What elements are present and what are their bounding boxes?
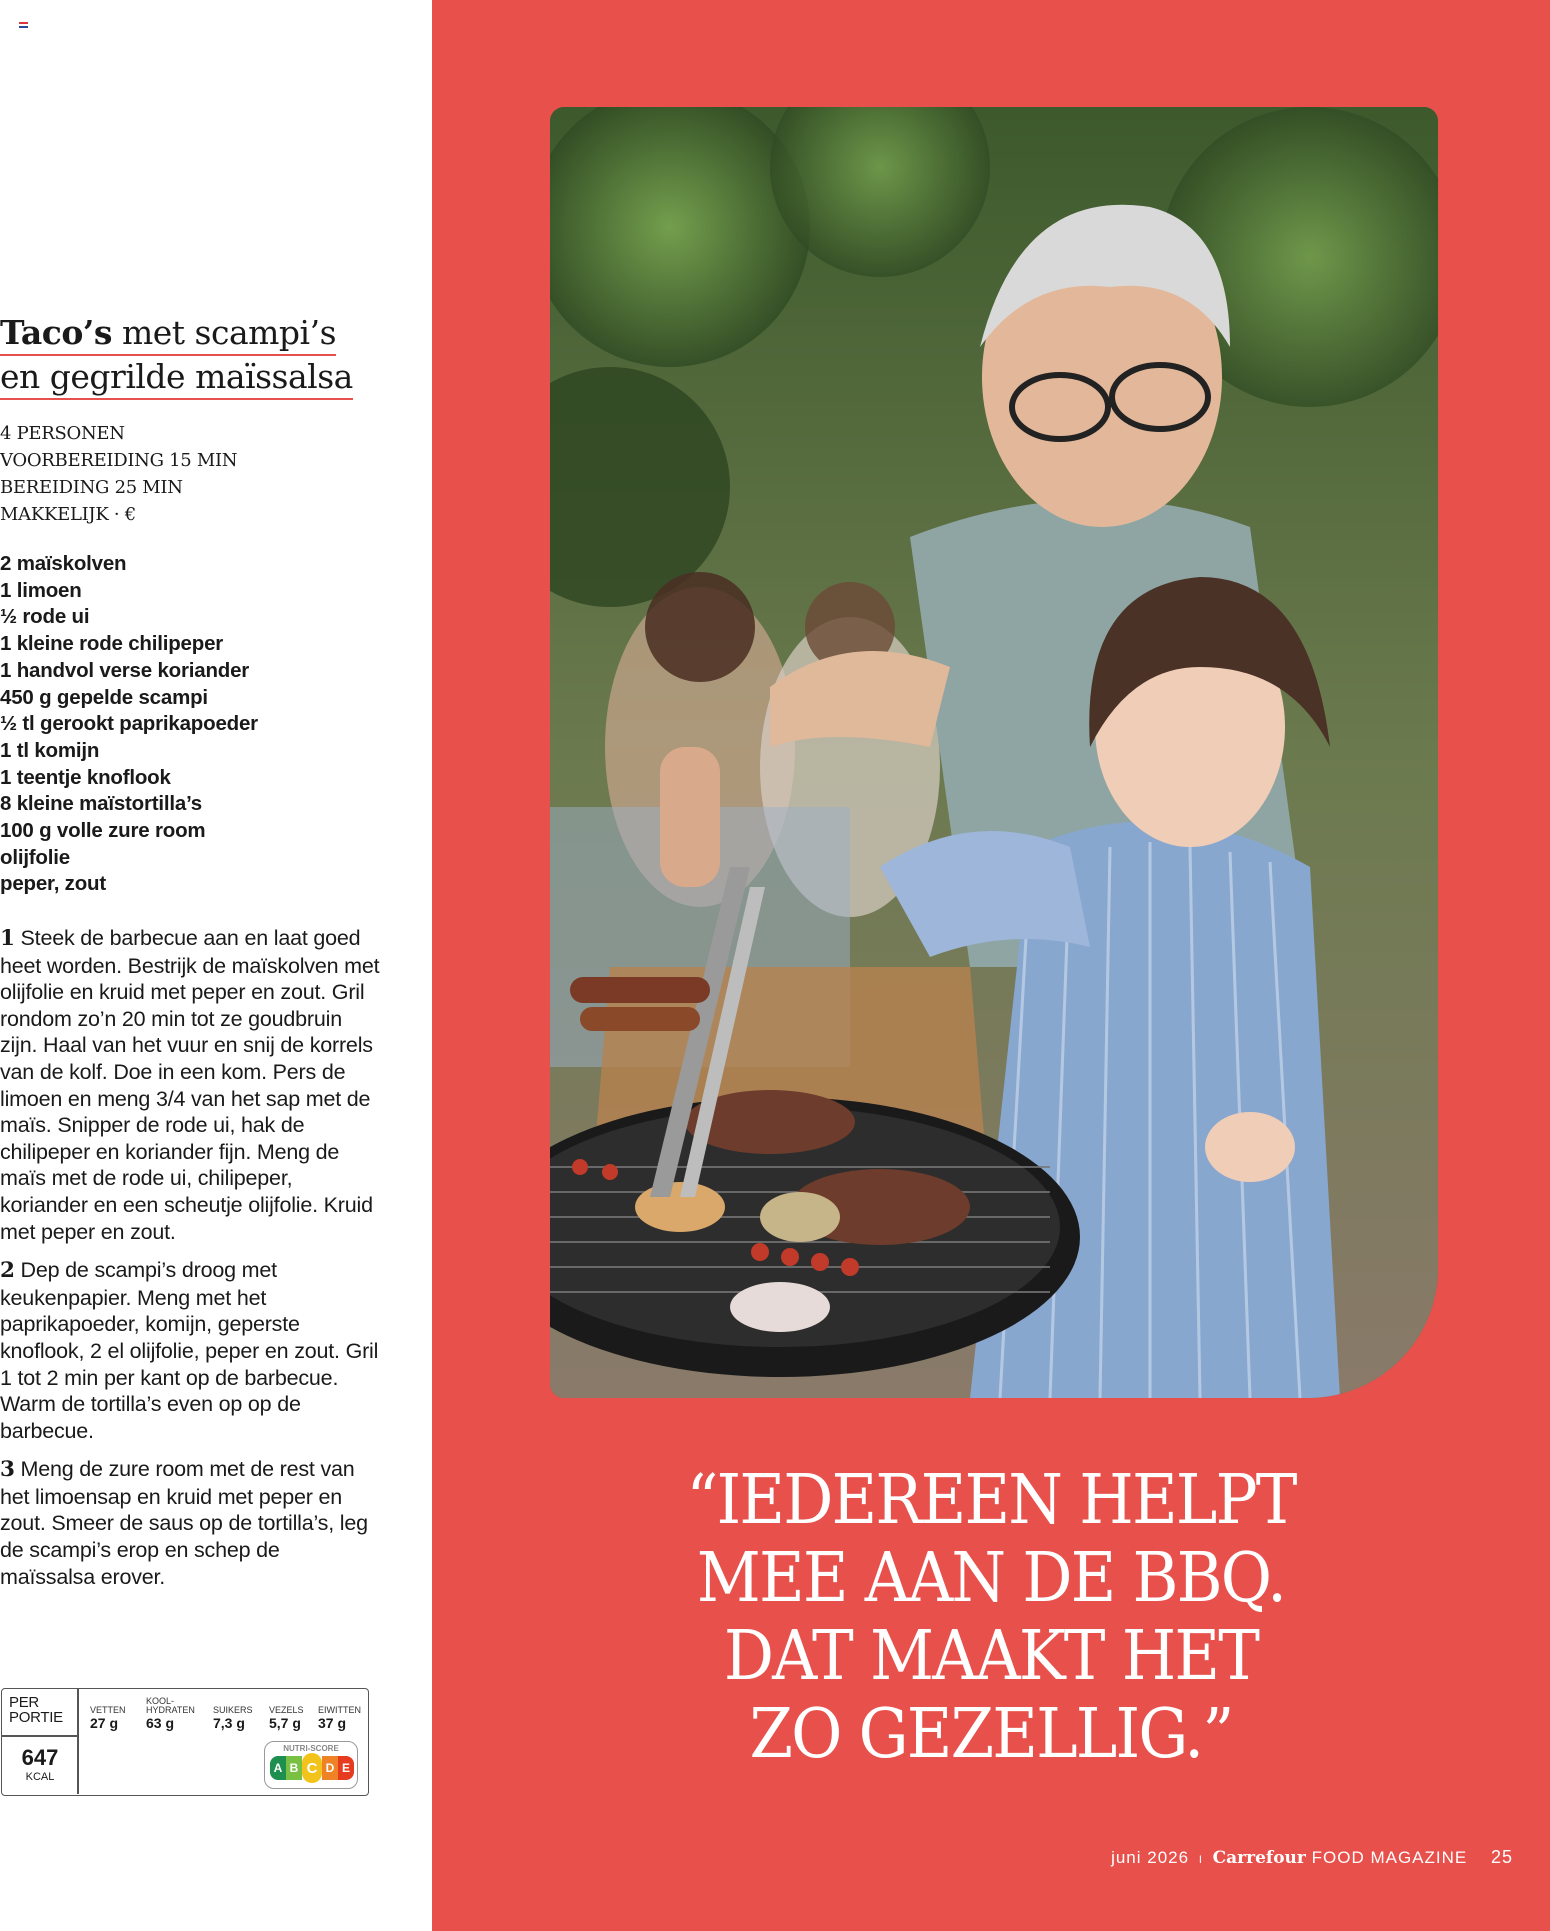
feature-panel (432, 0, 1550, 1931)
title-line-2: en gegrilde maïssalsa (0, 356, 353, 400)
nutrient-value: 7,3 g (213, 1715, 245, 1731)
nutri-score-letter-e: E (338, 1756, 354, 1780)
ingredient-item: 1 teentje knoflook (0, 765, 171, 789)
step-number: 3 (0, 1457, 15, 1483)
step-text: Steek de barbecue aan en laat goed heet worden. Bestrijk de maïskolven met olijfolie en kruid met peper en zout. Gril rondom zo’n 20 min tot ze goudbruin zijn. Haal van het vuur en snij de korrels van de kolf. Doe in een kom. Pers de limoen en meng 3/4 van het sap met de maïs. Snipper de rode ui, hak de chilipeper en koriander fijn. Meng de maïs met de rode ui, chilipeper, koriander en een scheutje olijfolie. Kruid met peper en zout. (0, 926, 380, 1244)
title-bold: Taco’s (0, 313, 112, 352)
step-number: 1 (0, 926, 15, 951)
meta-prep-time: VOORBEREIDING 15 MIN (0, 450, 238, 471)
title-line-1 (0, 312, 336, 356)
nutri-score-scale (270, 1756, 354, 1783)
meta-cook-time: BEREIDING 25 MIN (0, 477, 183, 498)
ingredient-item: 1 limoen (0, 578, 82, 602)
nutri-score-letter-b: B (286, 1756, 302, 1780)
nutri-score-letter-d: D (322, 1756, 338, 1780)
nutri-score-letter-a: A (270, 1756, 286, 1780)
meta-difficulty: MAKKELIJK · € (0, 504, 136, 525)
nutrient-label: VEZELS (269, 1705, 304, 1715)
recipe-title (0, 312, 400, 400)
nutri-score-badge (264, 1741, 358, 1789)
kcal-value: 647 (21, 1745, 59, 1770)
per-portion-label (9, 1695, 63, 1725)
portie-label: PORTIE (9, 1709, 63, 1726)
nutrient-value: 63 g (146, 1715, 175, 1731)
nutrient-value: 27 g (90, 1715, 119, 1731)
footer-magazine: FOOD MAGAZINE (1311, 1848, 1468, 1867)
kcal-label: KCAL (25, 1771, 55, 1783)
nutrient-label: SUIKERS (213, 1705, 253, 1715)
barbecue-photo-illustration (550, 107, 1438, 1398)
ingredient-item: olijfolie (0, 845, 70, 869)
quote-line: ZO GEZELLIG.” (749, 1695, 1233, 1774)
nutri-score-label: NUTRI-SCORE (283, 1744, 339, 1753)
nutrition-table (1, 1688, 369, 1796)
quote-line: DAT MAAKT HET (723, 1617, 1259, 1696)
photo-barbecue (550, 107, 1438, 1398)
nutrient-value: 5,7 g (269, 1715, 301, 1731)
nutri-score-letter-c: C (302, 1753, 322, 1783)
page-footer (1111, 1847, 1513, 1868)
ingredient-item: peper, zout (0, 872, 107, 896)
ingredient-list (0, 551, 258, 898)
footer-brand: Carrefour (1212, 1848, 1306, 1868)
ingredient-item: 2 maïskolven (0, 552, 127, 575)
recipe-column (0, 0, 432, 1931)
footer-separator: I (1198, 1854, 1203, 1866)
ingredient-item: 1 tl komijn (0, 738, 100, 762)
page-number: 25 (1490, 1847, 1513, 1867)
nutrition-divider (2, 1735, 78, 1737)
step-3 (0, 1456, 380, 1590)
quote-line: MEE AAN DE BBQ. (696, 1539, 1286, 1618)
step-2 (0, 1257, 380, 1444)
ingredient-item: ½ rode ui (0, 605, 90, 629)
flag-icon (19, 22, 28, 28)
nutrient-carbs (146, 1697, 195, 1731)
preparation-steps (0, 925, 380, 1602)
nutrient-label: EIWITTEN (318, 1705, 361, 1715)
meta-servings: 4 PERSONEN (0, 423, 125, 444)
pull-quote (477, 1462, 1506, 1774)
step-1 (0, 925, 380, 1245)
step-number: 2 (0, 1258, 15, 1284)
nutrient-protein (318, 1697, 361, 1731)
ingredient-item: 1 kleine rode chilipeper (0, 632, 224, 656)
ingredient-item: ½ tl gerookt paprikapoeder (0, 712, 258, 736)
ingredient-item: 450 g gepelde scampi (0, 685, 208, 709)
footer-date: juni 2026 (1111, 1848, 1190, 1867)
nutrient-sugars (213, 1697, 253, 1731)
nutrient-label: VETTEN (90, 1705, 126, 1715)
nutrient-fibre (269, 1697, 304, 1731)
nutrient-label: KOOL- HYDRATEN (146, 1696, 195, 1715)
nutrient-fat (90, 1697, 126, 1731)
step-text: Meng de zure room met de rest van het limoensap en kruid met peper en zout. Smeer de saus op de tortilla’s, leg de scampi’s erop en schep de maïssalsa erover. (0, 1457, 368, 1589)
ingredient-item: 100 g volle zure room (0, 819, 206, 843)
recipe-meta (0, 420, 237, 528)
ingredient-item: 8 kleine maïstortilla’s (0, 792, 203, 816)
title-rest: met scampi’s (121, 313, 337, 352)
step-text: Dep de scampi’s droog met keukenpapier. Meng met het paprikapoeder, komijn, geperste knoflook, 2 el olijfolie, peper en zout. Gril 1 tot 2 min per kant op de barbecue. Warm de tortilla’s even op op de barbecue. (0, 1258, 379, 1443)
ingredient-item: 1 handvol verse koriander (0, 658, 250, 682)
per-label: PER (9, 1694, 39, 1711)
nutrient-value: 37 g (318, 1715, 347, 1731)
quote-line: “IEDEREEN HELPT (686, 1461, 1296, 1540)
